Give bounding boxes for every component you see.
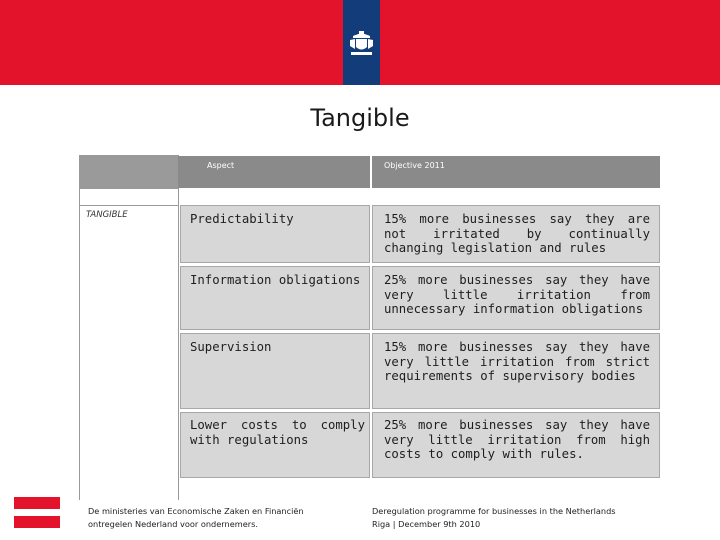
footer-left-line1: De ministeries van Economische Zaken en Financiën <box>88 506 304 516</box>
government-logo <box>343 0 380 85</box>
header-cell-blank <box>80 156 178 188</box>
flag-stripe-white <box>14 510 60 515</box>
table-column-divider <box>178 155 179 500</box>
row-aspect: Supervision <box>190 340 272 354</box>
flag-stripe-red <box>14 516 60 528</box>
row-aspect: Predictability <box>190 212 294 226</box>
row-objective: 15% more businesses say they have very little irritation from strict requirements of supervisory bodies <box>384 340 650 384</box>
page-title: Tangible <box>310 104 410 132</box>
table-left-border <box>79 155 80 500</box>
table-divider <box>79 205 179 206</box>
table-divider <box>79 188 179 189</box>
flag-stripe-red <box>14 497 60 509</box>
footer-left-line2: ontregelen Nederland voor ondernemers. <box>88 519 258 529</box>
coat-of-arms-icon <box>347 31 376 57</box>
footer-right-line1: Deregulation programme for businesses in the Netherlands <box>372 506 616 516</box>
row-objective: 25% more businesses say they have very little irritation from high costs to comply with rules. <box>384 418 650 462</box>
row-aspect: Lower costs to comply with regulations <box>190 418 365 447</box>
footer-right-line2: Riga | December 9th 2010 <box>372 519 481 529</box>
row-aspect: Information obligations <box>190 273 361 287</box>
row-objective: 15% more businesses say they are not irritated by continually changing legislation and rules <box>384 212 650 256</box>
header-aspect: Aspect <box>207 161 235 170</box>
row-objective: 25% more businesses say they have very little irritation from unnecessary information obligations <box>384 273 650 317</box>
category-label: TANGIBLE <box>86 210 128 220</box>
header-objective: Objective 2011 <box>384 161 445 170</box>
